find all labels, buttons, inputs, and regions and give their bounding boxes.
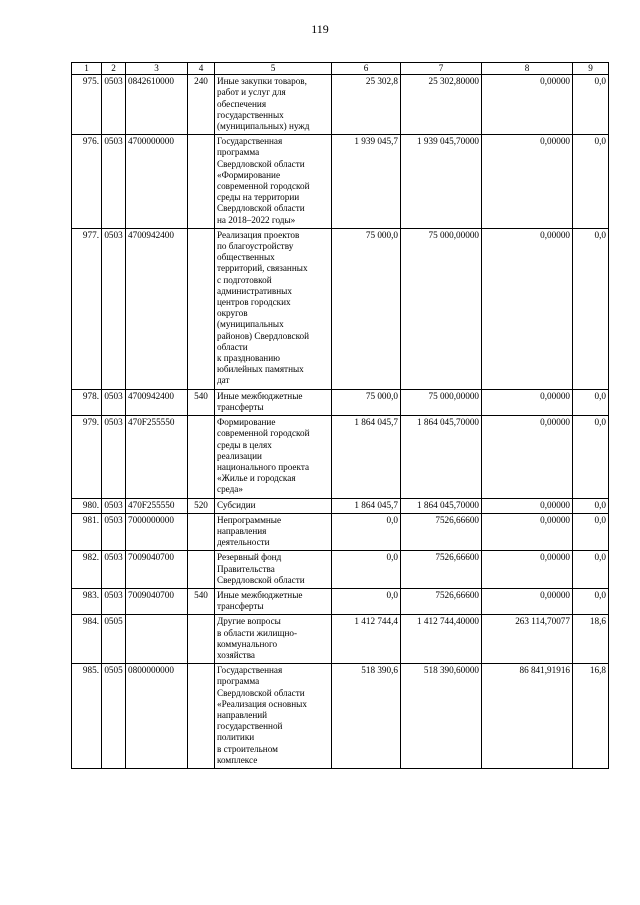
amount-cell: 0,0 [332,588,401,614]
amount-cell: 25 302,8 [332,75,401,135]
section-code-cell: 0503 [102,513,126,551]
table-row [72,551,609,589]
column-header: 5 [215,63,332,75]
amount-cell: 1 864 045,7 [332,498,401,513]
item-name-cell: Субсидии [215,498,332,513]
item-name-cell: Иные межбюджетные трансферты [215,588,332,614]
section-code-cell: 0503 [102,75,126,135]
expense-type-cell: 540 [188,588,215,614]
amount-cell: 0,0 [332,513,401,551]
amount-precise-cell: 7526,66600 [401,513,482,551]
target-article-cell: 7009040700 [126,551,188,589]
table-header-row [72,63,609,75]
executed-amount-cell: 263 114,70077 [482,615,573,664]
target-article-cell: 470F255550 [126,498,188,513]
target-article-cell: 7000000000 [126,513,188,551]
expense-type-cell [188,551,215,589]
budget-table [71,62,609,769]
section-code-cell: 0503 [102,416,126,498]
table-row [72,135,609,229]
item-name-cell: Формирование современной городской среды в целях реализации национального проекта «Жилье и городская среда» [215,416,332,498]
amount-cell: 1 864 045,7 [332,416,401,498]
row-number-cell: 978. [72,389,102,415]
item-name-cell: Иные межбюджетные трансферты [215,389,332,415]
table-row [72,416,609,498]
amount-precise-cell: 1 864 045,70000 [401,416,482,498]
item-name-cell: Государственная программа Свердловской области «Формирование современной городской среды на территории Свердловской области на 2018–2022 годы» [215,135,332,229]
column-header: 6 [332,63,401,75]
executed-amount-cell: 0,00000 [482,228,573,389]
amount-precise-cell: 7526,66600 [401,588,482,614]
section-code-cell: 0503 [102,498,126,513]
amount-precise-cell: 1 864 045,70000 [401,498,482,513]
percent-cell: 18,6 [573,615,609,664]
executed-amount-cell: 0,00000 [482,416,573,498]
row-number-cell: 975. [72,75,102,135]
amount-cell: 0,0 [332,551,401,589]
amount-cell: 1 939 045,7 [332,135,401,229]
column-header: 8 [482,63,573,75]
section-code-cell: 0503 [102,228,126,389]
column-header: 4 [188,63,215,75]
expense-type-cell [188,228,215,389]
item-name-cell: Иные закупки товаров, работ и услуг для обеспечения государственных (муниципальных) нужд [215,75,332,135]
target-article-cell: 4700000000 [126,135,188,229]
item-name-cell: Реализация проектов по благоустройству общественных территорий, связанных с подготовкой административных центров городских округов (муниципальных районов) Свердловской области к празднованию юбилейных памятных дат [215,228,332,389]
column-header: 9 [573,63,609,75]
section-code-cell: 0505 [102,615,126,664]
column-header: 7 [401,63,482,75]
item-name-cell: Резервный фонд Правительства Свердловской области [215,551,332,589]
percent-cell: 16,8 [573,664,609,769]
amount-precise-cell: 1 412 744,40000 [401,615,482,664]
percent-cell: 0,0 [573,135,609,229]
section-code-cell: 0503 [102,389,126,415]
row-number-cell: 985. [72,664,102,769]
expense-type-cell [188,664,215,769]
column-header: 2 [102,63,126,75]
row-number-cell: 979. [72,416,102,498]
amount-precise-cell: 75 000,00000 [401,228,482,389]
section-code-cell: 0503 [102,588,126,614]
table-row [72,588,609,614]
expense-type-cell: 240 [188,75,215,135]
expense-type-cell [188,513,215,551]
table-row [72,664,609,769]
percent-cell: 0,0 [573,513,609,551]
item-name-cell: Непрограммные направления деятельности [215,513,332,551]
percent-cell: 0,0 [573,551,609,589]
expense-type-cell: 520 [188,498,215,513]
amount-cell: 75 000,0 [332,228,401,389]
expense-type-cell: 540 [188,389,215,415]
table-row [72,75,609,135]
table-row [72,513,609,551]
target-article-cell: 4700942400 [126,228,188,389]
executed-amount-cell: 0,00000 [482,389,573,415]
target-article-cell: 7009040700 [126,588,188,614]
row-number-cell: 980. [72,498,102,513]
row-number-cell: 981. [72,513,102,551]
item-name-cell: Другие вопросы в области жилищно- коммунального хозяйства [215,615,332,664]
section-code-cell: 0503 [102,551,126,589]
row-number-cell: 984. [72,615,102,664]
percent-cell: 0,0 [573,588,609,614]
percent-cell: 0,0 [573,228,609,389]
expense-type-cell [188,416,215,498]
row-number-cell: 983. [72,588,102,614]
amount-precise-cell: 1 939 045,70000 [401,135,482,229]
amount-cell: 1 412 744,4 [332,615,401,664]
item-name-cell: Государственная программа Свердловской области «Реализация основных направлений государственной политики в строительном комплексе [215,664,332,769]
target-article-cell: 470F255550 [126,416,188,498]
row-number-cell: 977. [72,228,102,389]
percent-cell: 0,0 [573,498,609,513]
executed-amount-cell: 86 841,91916 [482,664,573,769]
executed-amount-cell: 0,00000 [482,498,573,513]
executed-amount-cell: 0,00000 [482,75,573,135]
expense-type-cell [188,135,215,229]
row-number-cell: 982. [72,551,102,589]
executed-amount-cell: 0,00000 [482,135,573,229]
executed-amount-cell: 0,00000 [482,588,573,614]
amount-precise-cell: 7526,66600 [401,551,482,589]
amount-cell: 518 390,6 [332,664,401,769]
executed-amount-cell: 0,00000 [482,551,573,589]
section-code-cell: 0503 [102,135,126,229]
expense-type-cell [188,615,215,664]
target-article-cell [126,615,188,664]
table-row [72,498,609,513]
percent-cell: 0,0 [573,75,609,135]
row-number-cell: 976. [72,135,102,229]
amount-precise-cell: 25 302,80000 [401,75,482,135]
column-header: 3 [126,63,188,75]
amount-precise-cell: 518 390,60000 [401,664,482,769]
target-article-cell: 4700942400 [126,389,188,415]
page-number: 119 [311,22,329,36]
amount-precise-cell: 75 000,00000 [401,389,482,415]
table-row [72,615,609,664]
executed-amount-cell: 0,00000 [482,513,573,551]
table-row [72,228,609,389]
target-article-cell: 0800000000 [126,664,188,769]
percent-cell: 0,0 [573,416,609,498]
section-code-cell: 0505 [102,664,126,769]
target-article-cell: 0842610000 [126,75,188,135]
table-row [72,389,609,415]
column-header: 1 [72,63,102,75]
percent-cell: 0,0 [573,389,609,415]
amount-cell: 75 000,0 [332,389,401,415]
